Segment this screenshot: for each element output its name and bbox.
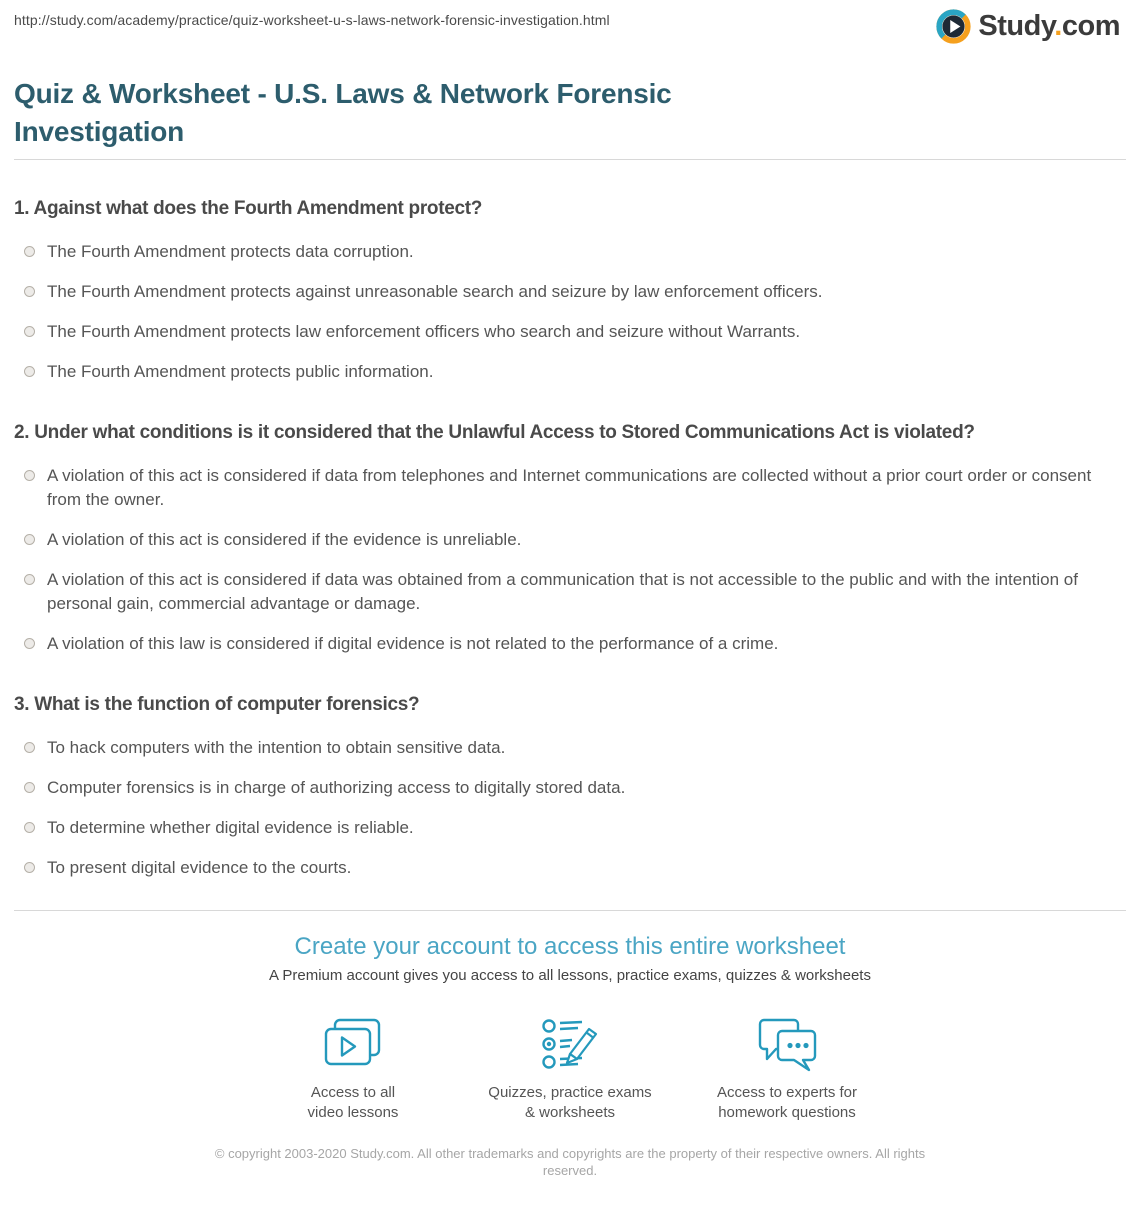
answer-option-label[interactable]: Computer forensics is in charge of authorizing access to digitally stored data. bbox=[47, 778, 626, 797]
answer-option[interactable] bbox=[14, 816, 1126, 840]
answer-option[interactable] bbox=[14, 528, 1126, 552]
answer-option-label[interactable]: A violation of this act is considered if data from telephones and Internet communications are collected without a prior court order or consent from the owner. bbox=[47, 466, 1092, 509]
copyright-text: © copyright 2003-2020 Study.com. All other trademarks and copyrights are the property of their respective owners. All rights reserved. bbox=[214, 1146, 926, 1178]
radio-button[interactable] bbox=[24, 286, 35, 297]
answer-option[interactable] bbox=[14, 280, 1126, 304]
page-url: http://study.com/academy/practice/quiz-worksheet-u-s-laws-network-forensic-investigation.html bbox=[14, 12, 610, 28]
radio-button[interactable] bbox=[24, 574, 35, 585]
answer-option[interactable] bbox=[14, 736, 1126, 760]
feature-label-line: Quizzes, practice exams bbox=[488, 1084, 652, 1101]
answer-option-label[interactable]: The Fourth Amendment protects against unreasonable search and seizure by law enforcement officers. bbox=[47, 282, 823, 301]
answer-option-label[interactable]: A violation of this law is considered if digital evidence is not related to the performance of a crime. bbox=[47, 634, 779, 653]
answer-option-label[interactable]: To hack computers with the intention to obtain sensitive data. bbox=[47, 738, 506, 757]
feature-video-lessons bbox=[245, 1016, 462, 1123]
answer-option-label[interactable]: The Fourth Amendment protects law enforcement officers who search and seizure without Warrants. bbox=[47, 322, 801, 341]
radio-button[interactable] bbox=[24, 742, 35, 753]
answer-option-label[interactable]: To present digital evidence to the courts. bbox=[47, 858, 352, 877]
radio-button[interactable] bbox=[24, 782, 35, 793]
answer-option[interactable] bbox=[14, 360, 1126, 384]
chat-bubbles-icon bbox=[755, 1016, 819, 1074]
question-text: 3. What is the function of computer forensics? bbox=[14, 694, 420, 715]
options-list bbox=[14, 736, 1126, 880]
study-logo[interactable] bbox=[935, 7, 1120, 45]
cta-heading: Create your account to access this entire worksheet bbox=[294, 933, 846, 960]
divider bbox=[14, 910, 1126, 911]
radio-button[interactable] bbox=[24, 862, 35, 873]
answer-option-label[interactable]: A violation of this act is considered if the evidence is unreliable. bbox=[47, 530, 522, 549]
logo-dot: . bbox=[1054, 10, 1062, 42]
answer-option[interactable] bbox=[14, 320, 1126, 344]
feature-label bbox=[717, 1083, 857, 1123]
question-block-1 bbox=[14, 196, 1126, 384]
answer-option[interactable] bbox=[14, 240, 1126, 264]
features-row bbox=[14, 1016, 1126, 1123]
answer-option-label[interactable]: To determine whether digital evidence is reliable. bbox=[47, 818, 414, 837]
options-list bbox=[14, 240, 1126, 384]
radio-button[interactable] bbox=[24, 246, 35, 257]
feature-label-line: Access to all bbox=[310, 1084, 396, 1101]
quiz-pencil-icon bbox=[539, 1016, 601, 1074]
radio-button[interactable] bbox=[24, 366, 35, 377]
feature-label-line: homework questions bbox=[718, 1104, 856, 1121]
main-content bbox=[0, 75, 1140, 1209]
feature-label bbox=[308, 1083, 399, 1123]
video-lessons-icon bbox=[322, 1018, 384, 1072]
logo-wordmark bbox=[978, 7, 1120, 45]
radio-button[interactable] bbox=[24, 822, 35, 833]
answer-option[interactable] bbox=[14, 776, 1126, 800]
answer-option-label[interactable]: A violation of this act is considered if data was obtained from a communication that is not accessible to the public and with the intention of personal gain, commercial advantage or damage. bbox=[47, 570, 1078, 613]
logo-com: com bbox=[1061, 10, 1120, 42]
question-block-3 bbox=[14, 692, 1126, 880]
feature-icon-wrap bbox=[539, 1016, 601, 1074]
question-text: 2. Under what conditions is it considered that the Unlawful Access to Stored Communications Act is violated? bbox=[14, 422, 975, 443]
answer-option-label[interactable]: The Fourth Amendment protects data corruption. bbox=[47, 242, 414, 261]
feature-label-line: video lessons bbox=[307, 1104, 399, 1121]
feature-label bbox=[488, 1083, 651, 1123]
answer-option[interactable] bbox=[14, 632, 1126, 656]
radio-button[interactable] bbox=[24, 326, 35, 337]
question-text: 1. Against what does the Fourth Amendment protect? bbox=[14, 198, 483, 219]
question-block-2 bbox=[14, 420, 1126, 656]
feature-expert-help bbox=[679, 1016, 896, 1123]
feature-label-line: & worksheets bbox=[524, 1104, 616, 1121]
page-header bbox=[0, 0, 1140, 58]
answer-option[interactable] bbox=[14, 568, 1126, 616]
cta-subheading: A Premium account gives you access to all lessons, practice exams, quizzes & worksheets bbox=[269, 967, 871, 984]
options-list bbox=[14, 464, 1126, 656]
radio-button[interactable] bbox=[24, 638, 35, 649]
logo-study: Study bbox=[978, 10, 1055, 42]
radio-button[interactable] bbox=[24, 534, 35, 545]
feature-quizzes-worksheets bbox=[462, 1016, 679, 1123]
page-title: Quiz & Worksheet - U.S. Laws & Network Forensic Investigation bbox=[14, 78, 672, 147]
divider bbox=[14, 159, 1126, 160]
studycom-play-icon bbox=[935, 8, 972, 45]
answer-option-label[interactable]: The Fourth Amendment protects public information. bbox=[47, 362, 434, 381]
radio-button[interactable] bbox=[24, 470, 35, 481]
feature-icon-wrap bbox=[755, 1016, 819, 1074]
feature-label-line: Access to experts for bbox=[716, 1084, 858, 1101]
answer-option[interactable] bbox=[14, 856, 1126, 880]
feature-icon-wrap bbox=[322, 1016, 384, 1074]
answer-option[interactable] bbox=[14, 464, 1126, 512]
